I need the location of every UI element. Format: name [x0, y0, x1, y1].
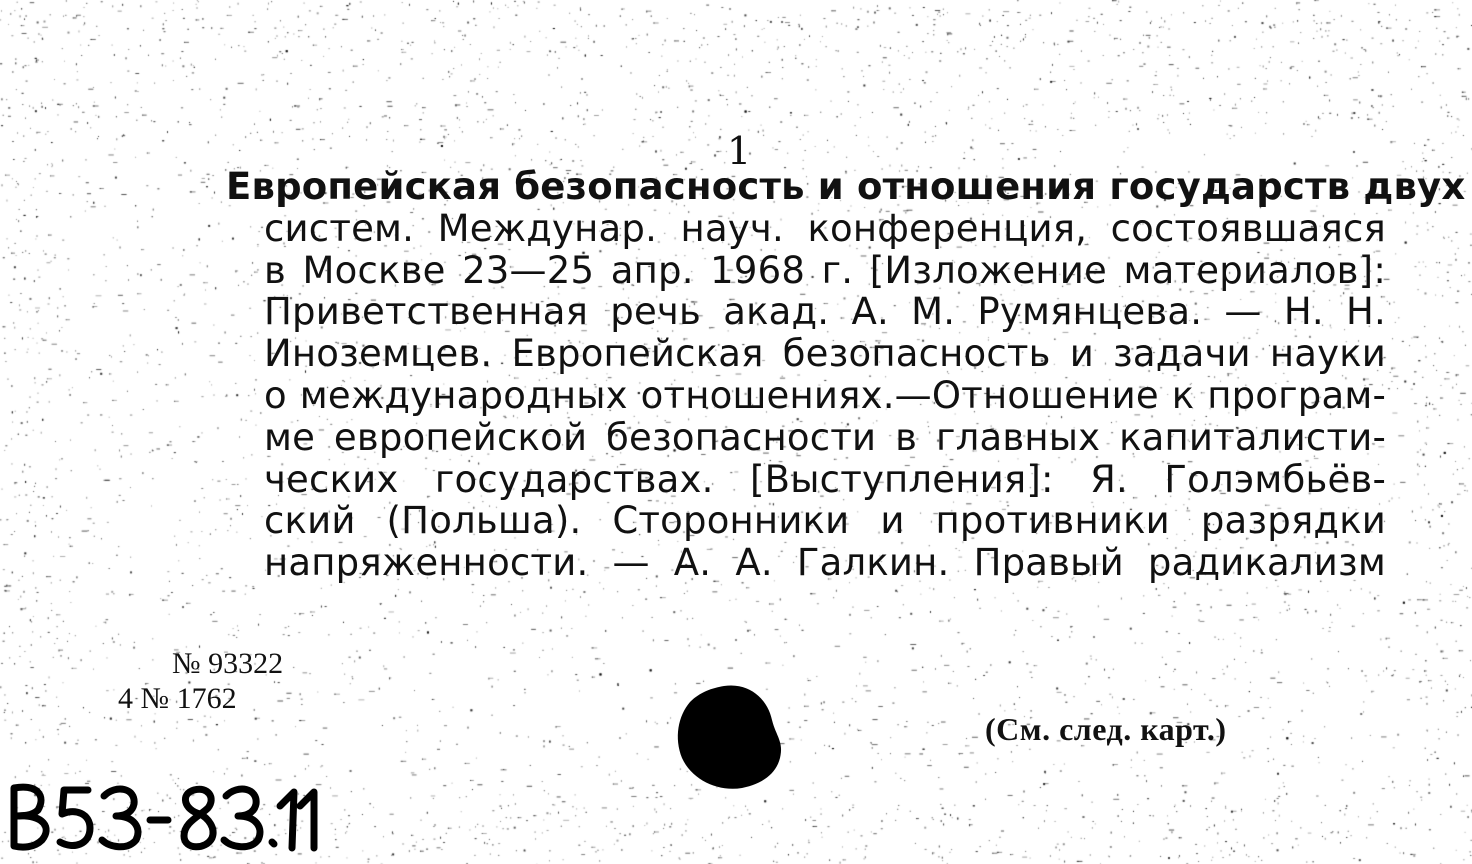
- entry-line-2: систем. Междунар. науч. конференция, состоявшаяся: [264, 206, 1386, 250]
- entry-line-4: Приветственная речь акад. А. М. Румянцева. — Н. Н.: [264, 290, 1386, 334]
- inventory-number-secondary: 4 № 1762: [118, 682, 237, 715]
- entry-line-1: Европейская безопасность и отношения государств двух: [226, 165, 1466, 208]
- entry-line-3: в Москве 23—25 апр. 1968 г. [Изложение материалов]:: [264, 248, 1386, 292]
- punch-hole: [672, 680, 788, 796]
- handwritten-shelf-mark: [4, 770, 324, 856]
- bibliographic-entry: [226, 165, 1466, 585]
- entry-line-7: ме европейской безопасности в главных капиталисти-: [264, 415, 1386, 459]
- entry-line-9: ский (Польша). Сторонники и противники разрядки: [264, 499, 1386, 543]
- entry-line: [226, 165, 1466, 208]
- entry-line-5: Иноземцев. Европейская безопасность и задачи науки: [264, 332, 1386, 376]
- entry-line-10: напряженности. — А. А. Галкин. Правый радикализм: [264, 541, 1386, 585]
- card-number: 1: [727, 129, 752, 173]
- inventory-number: № 93322: [172, 647, 284, 680]
- entry-line-6: о международных отношениях.—Отношение к програм-: [264, 373, 1386, 417]
- continued-note: (См. след. карт.): [985, 711, 1227, 747]
- entry-line-8: ческих государствах. [Выступления]: Я. Голэмбьёв-: [264, 457, 1386, 501]
